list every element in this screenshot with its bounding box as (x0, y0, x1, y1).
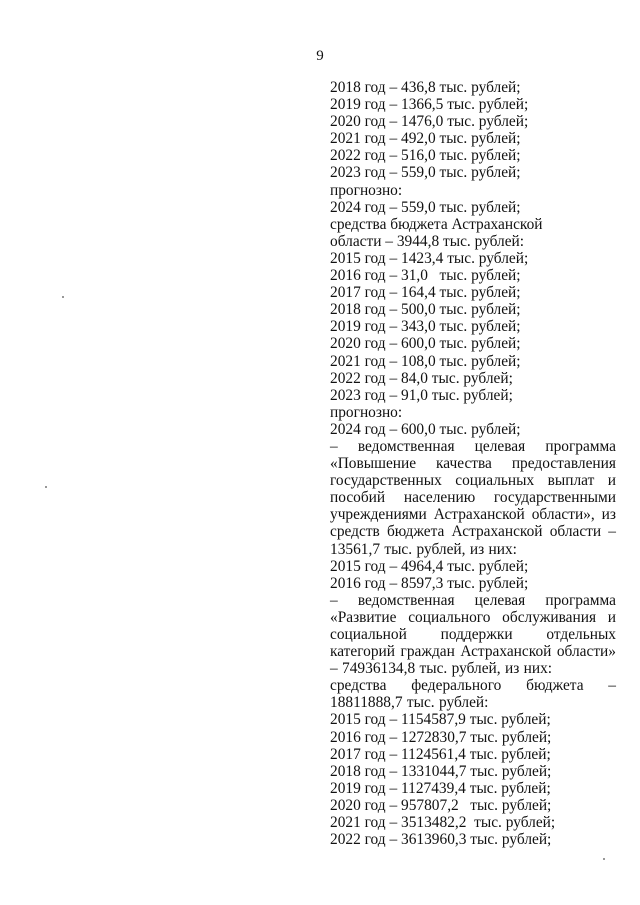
text-line: средства бюджета Астраханской (330, 215, 543, 233)
text-line: 2022 год – 516,0 тыс. рублей; (330, 147, 521, 165)
text-line: 2021 год – 3513482,2 тыс. рублей; (330, 814, 556, 832)
text-line: 2015 год – 1154587,9 тыс. рублей; (330, 711, 551, 729)
text-line: 2019 год – 343,0 тыс. рублей; (330, 318, 521, 336)
text-line: 2020 год – 957807,2 тыс. рублей; (330, 796, 552, 814)
text-line: 2022 год – 3613960,3 тыс. рублей; (330, 831, 552, 849)
text-line: 2023 год – 559,0 тыс. рублей; (330, 164, 521, 182)
text-line: 2016 год – 8597,3 тыс. рублей; (330, 574, 529, 592)
text-line: 2015 год – 4964,4 тыс. рублей; (330, 557, 529, 575)
text-line: 2018 год – 1331044,7 тыс. рублей; (330, 762, 552, 780)
text-line: 2016 год – 31,0 тыс. рублей; (330, 267, 521, 285)
text-line: 2021 год – 492,0 тыс. рублей; (330, 130, 521, 148)
document-body (330, 79, 616, 848)
text-line: прогнозно: (330, 181, 403, 199)
text-line: 2018 год – 436,8 тыс. рублей; (330, 79, 521, 96)
scan-speck (603, 858, 605, 860)
text-line: 2022 год – 84,0 тыс. рублей; (330, 369, 513, 387)
text-line: 2020 год – 600,0 тыс. рублей; (330, 335, 521, 353)
text-line: 2015 год – 1423,4 тыс. рублей; (330, 249, 529, 267)
text-line: 2019 год – 1366,5 тыс. рублей; (330, 96, 529, 114)
program-paragraph: – ведомственная целевая программа «Развитие социального обслуживания и социальной поддержки отдельных категорий граждан Астраханской области» – 74936134,8 тыс. рублей, из них: (330, 591, 616, 678)
scan-speck (62, 296, 64, 298)
federal-budget-paragraph: средства федерального бюджета – 18811888,7 тыс. рублей: (330, 677, 616, 712)
text-line: 2021 год – 108,0 тыс. рублей; (330, 352, 521, 370)
text-line: 2018 год – 500,0 тыс. рублей; (330, 301, 521, 319)
program-paragraph: – ведомственная целевая программа «Повышение качества предоставления государственных социальных выплат и пособий населению государственными учреждениями Астраханской области», из средств бюджета Астраханской области – 13561,7 тыс. рублей, из них: (330, 437, 616, 558)
text-line: 2024 год – 559,0 тыс. рублей; (330, 198, 521, 216)
text-line: 2019 год – 1127439,4 тыс. рублей; (330, 779, 551, 797)
page-number: 9 (316, 48, 324, 64)
text-line: прогнозно: (330, 403, 403, 421)
text-line: 2017 год – 1124561,4 тыс. рублей; (330, 745, 551, 763)
scan-speck (45, 486, 47, 488)
text-line: области – 3944,8 тыс. рублей: (330, 232, 525, 250)
text-line: 2017 год – 164,4 тыс. рублей; (330, 284, 521, 302)
text-line: 2020 год – 1476,0 тыс. рублей; (330, 113, 529, 131)
text-line: 2023 год – 91,0 тыс. рублей; (330, 386, 513, 404)
text-line: 2024 год – 600,0 тыс. рублей; (330, 420, 521, 438)
text-line: 2016 год – 1272830,7 тыс. рублей; (330, 728, 552, 746)
